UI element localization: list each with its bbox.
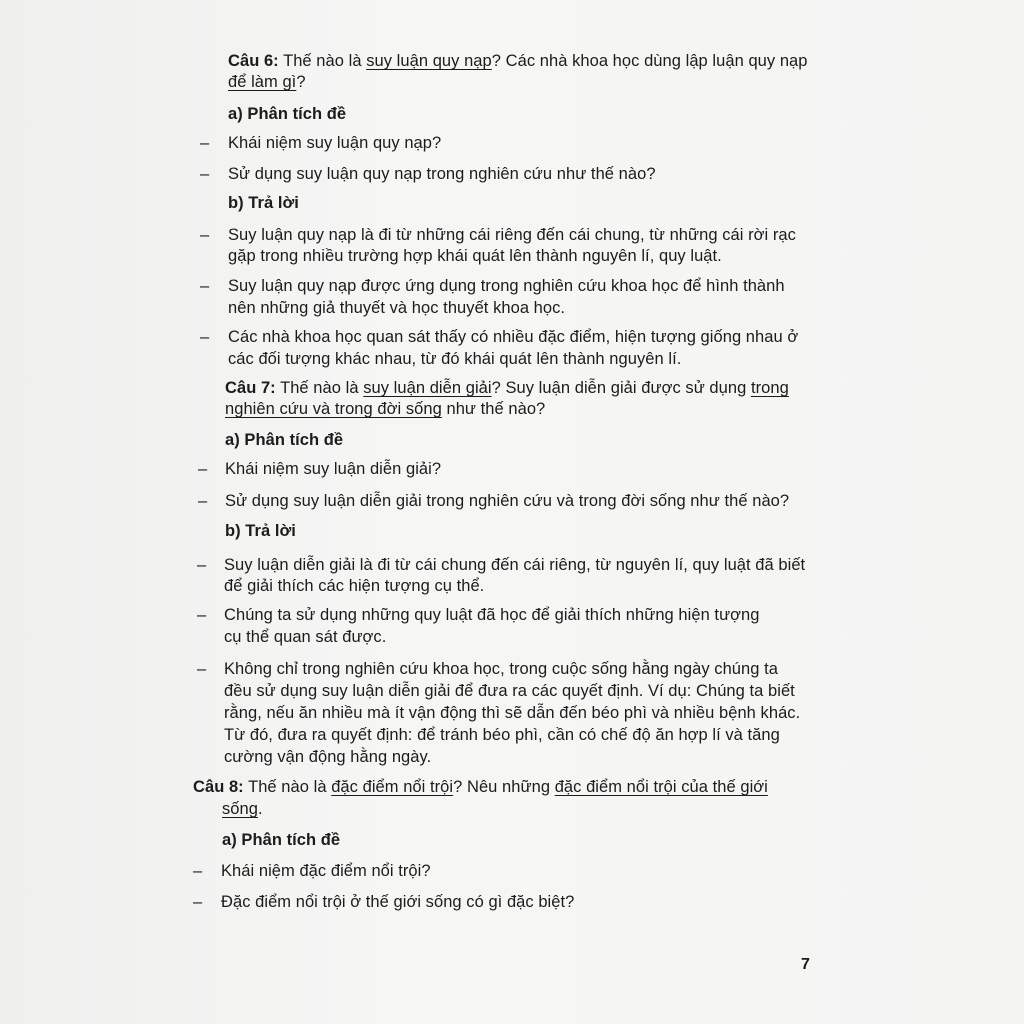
bullet-dash: – (198, 492, 208, 510)
q6-answer-2-line-2: nên những giả thuyết và học thuyết khoa học. (228, 299, 566, 317)
bullet-dash: – (197, 606, 207, 624)
bullet-dash: – (200, 226, 210, 244)
question-7-term: suy luận diễn giải (363, 379, 492, 397)
q7-answer-2-line-2: cụ thể quan sát được. (224, 628, 387, 646)
q7-answer-1-line-2: để giải thích các hiện tượng cụ thể. (224, 577, 485, 595)
q7-answer-heading: b) Trả lời (225, 522, 296, 540)
bullet-dash: – (197, 556, 207, 574)
q8-analysis-item-1: Khái niệm đặc điểm nổi trội? (221, 862, 431, 880)
question-8-term-2a: đặc điểm nổi trội của thế giới (554, 778, 768, 796)
q7-answer-3-line-5: cường vận động hằng ngày. (224, 748, 432, 766)
question-6-line-1 (228, 51, 808, 71)
q7-analysis-heading: a) Phân tích đề (225, 431, 344, 449)
question-7-text-1: Thế nào là (280, 379, 359, 397)
question-8-line-1 (193, 777, 768, 797)
question-7-text-3: như thế nào? (446, 400, 546, 418)
question-6-text-1: Thế nào là (283, 52, 362, 70)
q6-answer-3-line-2: các đối tượng khác nhau, từ đó khái quát lên thành nguyên lí. (228, 350, 682, 368)
question-7-line-2 (225, 399, 545, 419)
question-8-text-1: Thế nào là (248, 778, 327, 796)
bullet-dash: – (193, 862, 203, 880)
q7-analysis-item-1: Khái niệm suy luận diễn giải? (225, 460, 442, 478)
q6-answer-1-line-2: gặp trong nhiều trường hợp khái quát lên thành nguyên lí, quy luật. (228, 247, 722, 265)
q6-answer-1-line-1: Suy luận quy nạp là đi từ những cái riêng đến cái chung, từ những cái rời rạc (228, 226, 796, 244)
question-6-line-2 (228, 72, 306, 92)
question-8-term-2b: sống (222, 800, 258, 818)
q6-answer-3-line-1: Các nhà khoa học quan sát thấy có nhiều đặc điểm, hiện tượng giống nhau ở (228, 328, 799, 346)
bullet-dash: – (200, 328, 210, 346)
question-7-label: Câu 7: (225, 379, 276, 397)
q7-answer-3-line-1: Không chỉ trong nghiên cứu khoa học, trong cuộc sống hằng ngày chúng ta (224, 660, 778, 678)
bullet-dash: – (198, 460, 208, 478)
q7-answer-3-line-3: rằng, nếu ăn nhiều mà ít vận động thì sẽ dẫn đến béo phì và nhiều bệnh khác. (224, 704, 801, 722)
question-8-text-3: . (257, 800, 263, 818)
question-8-text-2: ? Nêu những (453, 778, 551, 796)
question-6-term-2: để làm gì (228, 73, 297, 91)
question-8-line-2 (222, 799, 263, 819)
q8-analysis-item-2: Đặc điểm nổi trội ở thế giới sống có gì đặc biệt? (221, 893, 575, 911)
question-6-text-3: ? (296, 73, 306, 91)
question-8-term: đặc điểm nổi trội (331, 778, 454, 796)
question-7-line-1 (225, 378, 789, 398)
bullet-dash: – (200, 134, 210, 152)
q6-answer-heading: b) Trả lời (228, 194, 299, 212)
question-7-term-2a: trong (750, 379, 789, 397)
q8-analysis-heading: a) Phân tích đề (222, 831, 341, 849)
q7-analysis-item-2: Sử dụng suy luận diễn giải trong nghiên cứu và trong đời sống như thế nào? (225, 492, 790, 510)
q6-analysis-item-2: Sử dụng suy luận quy nạp trong nghiên cứu như thế nào? (228, 165, 656, 183)
question-8-label: Câu 8: (193, 778, 244, 796)
bullet-dash: – (193, 893, 203, 911)
page-number: 7 (801, 956, 810, 973)
q7-answer-3-line-4: Từ đó, đưa ra quyết định: để tránh béo phì, cần có chế độ ăn hợp lí và tăng (224, 726, 780, 744)
bullet-dash: – (197, 660, 207, 678)
bullet-dash: – (200, 277, 210, 295)
q6-analysis-heading: a) Phân tích đề (228, 105, 347, 123)
question-6-label: Câu 6: (228, 52, 279, 70)
bullet-dash: – (200, 165, 210, 183)
q6-answer-2-line-1: Suy luận quy nạp được ứng dụng trong nghiên cứu khoa học để hình thành (228, 277, 785, 295)
q7-answer-1-line-1: Suy luận diễn giải là đi từ cái chung đến cái riêng, từ nguyên lí, quy luật đã biết (224, 556, 806, 574)
question-7-term-2b: nghiên cứu và trong đời sống (225, 400, 442, 418)
question-6-text-2: ? Các nhà khoa học dùng lập luận quy nạp (491, 52, 808, 70)
question-6-term: suy luận quy nạp (366, 52, 492, 70)
question-7-text-2: ? Suy luận diễn giải được sử dụng (491, 379, 747, 397)
q6-analysis-item-1: Khái niệm suy luận quy nạp? (228, 134, 442, 152)
q7-answer-2-line-1: Chúng ta sử dụng những quy luật đã học để giải thích những hiện tượng (224, 606, 760, 624)
q7-answer-3-line-2: đều sử dụng suy luận diễn giải để đưa ra các quyết định. Ví dụ: Chúng ta biết (224, 682, 795, 700)
